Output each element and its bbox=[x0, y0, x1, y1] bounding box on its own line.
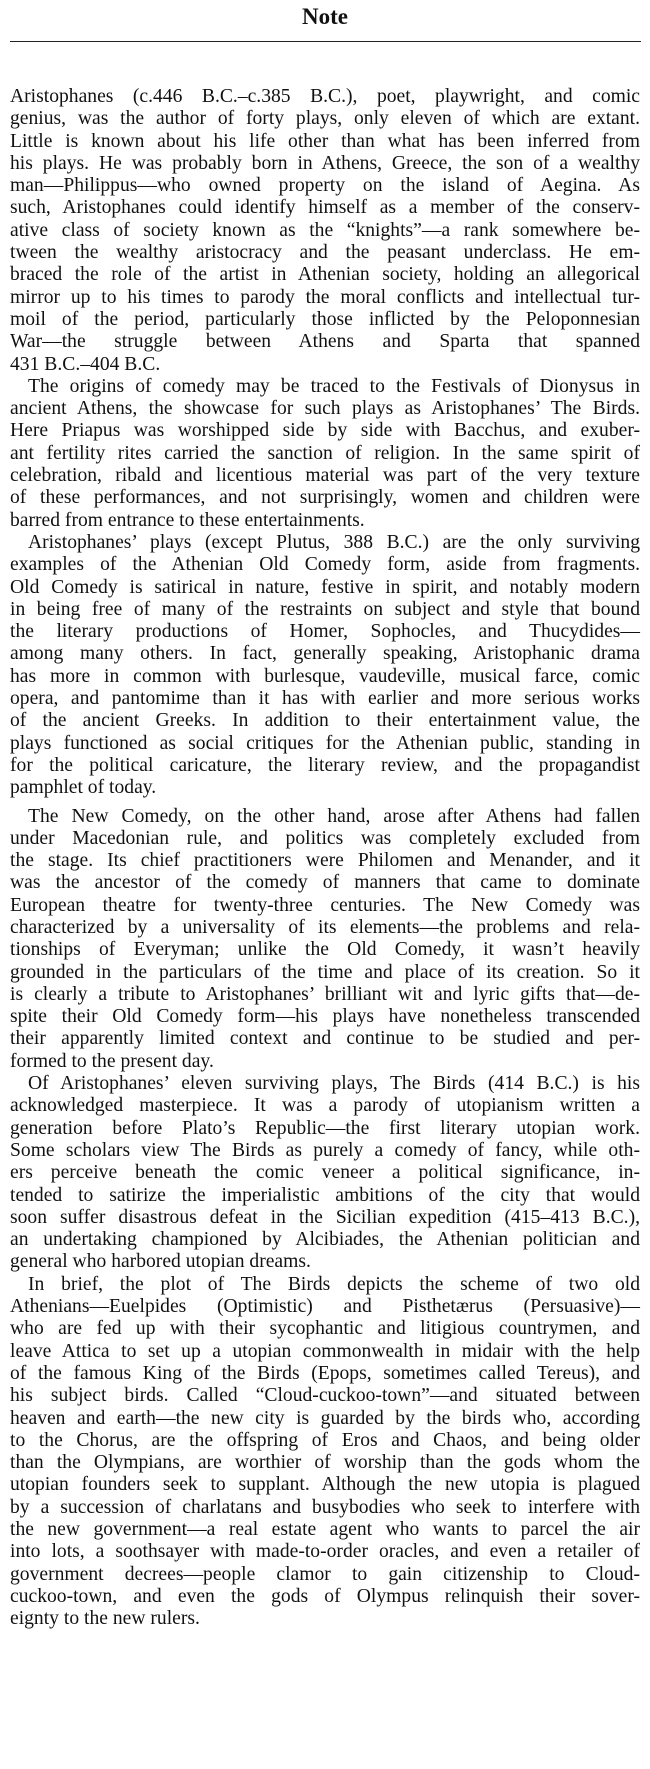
text-line: acknowledged masterpiece. It was a parody of utopianism written a bbox=[10, 1095, 640, 1117]
text-line: 431 B.C.–404 B.C. bbox=[10, 353, 161, 375]
text-line: his subject birds. Called “Cloud-cuckoo-town”—and situated between bbox=[10, 1385, 640, 1407]
page-title: Note bbox=[302, 4, 348, 29]
text-line: Aristophanes’ plays (except Plutus, 388 B.C.) are the only surviving bbox=[28, 531, 640, 553]
text-line: his plays. He was probably born in Athens, Greece, the son of a wealthy bbox=[10, 152, 640, 174]
text-line: in being free of many of the restraints on subject and style that bound bbox=[10, 598, 640, 620]
text-line: the new government—a real estate agent who wants to parcel the air bbox=[10, 1519, 640, 1540]
text-line: an undertaking championed by Alcibiades, the Athenian politician and bbox=[10, 1229, 640, 1251]
text-line: such, Aristophanes could identify himself as a member of the conserv- bbox=[10, 197, 640, 219]
text-line: among many others. In fact, generally speaking, Aristophanic drama bbox=[10, 643, 640, 665]
text-line: general who harbored utopian dreams. bbox=[10, 1251, 311, 1273]
text-line: for the political caricature, the literary review, and the propagandist bbox=[10, 754, 640, 776]
text-line: leave Attica to set up a utopian commonwealth in midair with the help bbox=[10, 1340, 640, 1362]
text-line: The New Comedy, on the other hand, arose after Athens had fallen bbox=[28, 805, 640, 827]
text-line: who are fed up with their sycophantic and litigious countrymen, and bbox=[10, 1318, 640, 1340]
text-line: Aristophanes (c.446 B.C.–c.385 B.C.), poet, playwright, and comic bbox=[10, 86, 640, 107]
text-line: plays functioned as social critiques for the Athenian public, standing in bbox=[10, 732, 640, 754]
text-line: War—the struggle between Athens and Sparta that spanned bbox=[10, 331, 640, 353]
text-line: utopian founders seek to supplant. Although the new utopia is plagued bbox=[10, 1474, 640, 1496]
text-line: characterized by a universality of its elements—the problems and rela- bbox=[10, 916, 640, 938]
title-rule bbox=[10, 41, 641, 42]
text-line: has more in common with burlesque, vaudeville, musical farce, comic bbox=[10, 665, 640, 687]
text-line: Old Comedy is satirical in nature, festive in spirit, and notably modern bbox=[10, 576, 640, 598]
text-line: Here Priapus was worshipped side by side with Bacchus, and exuber- bbox=[10, 420, 640, 442]
text-line: spite their Old Comedy form—his plays have nonetheless transcended bbox=[10, 1006, 640, 1028]
text-line: Athenians—Euelpides (Optimistic) and Pisthetærus (Persuasive)— bbox=[10, 1296, 640, 1318]
paragraph-biography bbox=[10, 86, 640, 376]
text-line: ers perceive beneath the comic veneer a political significance, in- bbox=[10, 1162, 640, 1184]
text-line: examples of the Athenian Old Comedy form, aside from fragments. bbox=[10, 554, 640, 576]
text-line: the stage. Its chief practitioners were Philomen and Menander, and it bbox=[10, 850, 640, 872]
text-line: celebration, ribald and licentious material was part of the very texture bbox=[10, 465, 640, 487]
text-line: formed to the present day. bbox=[10, 1050, 214, 1072]
text-line: mirror up to his times to parody the moral conflicts and intellectual tur- bbox=[10, 286, 640, 308]
paragraph-origins-of-comedy bbox=[10, 376, 640, 532]
text-line: of the famous King of the Birds (Epops, sometimes called Tereus), and bbox=[10, 1362, 640, 1384]
note-body bbox=[10, 86, 640, 1630]
text-line: is clearly a tribute to Aristophanes’ brilliant wit and lyric gifts that—de- bbox=[10, 983, 640, 1005]
paragraph-new-comedy bbox=[10, 806, 640, 1074]
text-line: generation before Plato’s Republic—the first literary utopian work. bbox=[10, 1117, 640, 1139]
text-line: soon suffer disastrous defeat in the Sicilian expedition (415–413 B.C.), bbox=[10, 1206, 640, 1228]
text-line: opera, and pantomime than it has with earlier and more serious works bbox=[10, 688, 640, 710]
text-line: ancient Athens, the showcase for such plays as Aristophanes’ The Birds. bbox=[10, 398, 640, 420]
text-line: European theatre for twenty-three centuries. The New Comedy was bbox=[10, 894, 640, 916]
text-line: ative class of society known as the “knights”—a rank somewhere be- bbox=[10, 219, 640, 241]
text-line: under Macedonian rule, and politics was completely excluded from bbox=[10, 827, 640, 849]
text-line: Some scholars view The Birds as purely a comedy of fancy, while oth- bbox=[10, 1139, 640, 1161]
text-line: Of Aristophanes’ eleven surviving plays, The Birds (414 B.C.) is his bbox=[28, 1073, 640, 1095]
text-line: to the Chorus, are the offspring of Eros and Chaos, and being older bbox=[10, 1429, 640, 1451]
text-line: genius, was the author of forty plays, only eleven of which are extant. bbox=[10, 108, 640, 130]
text-line: by a succession of charlatans and busybodies who seek to interfere with bbox=[10, 1496, 640, 1518]
text-line: In brief, the plot of The Birds depicts the scheme of two old bbox=[28, 1273, 640, 1295]
text-line: The origins of comedy may be traced to the Festivals of Dionysus in bbox=[28, 375, 640, 397]
text-line: tween the wealthy aristocracy and the peasant underclass. He em- bbox=[10, 242, 640, 264]
text-line: grounded in the particulars of the time and place of its creation. So it bbox=[10, 961, 640, 983]
text-line: heaven and earth—the new city is guarded by the birds who, according bbox=[10, 1407, 640, 1429]
text-line: their apparently limited context and continue to be studied and per- bbox=[10, 1028, 640, 1050]
text-line: than the Olympians, are worthier of worship than the gods whom the bbox=[10, 1452, 640, 1474]
text-line: Little is known about his life other than what has been inferred from bbox=[10, 130, 640, 152]
text-line: cuckoo-town, and even the gods of Olympus relinquish their sover- bbox=[10, 1585, 640, 1607]
text-line: barred from entrance to these entertainments. bbox=[10, 509, 365, 531]
text-line: was the ancestor of the comedy of manners that came to dominate bbox=[10, 872, 640, 894]
text-line: ant fertility rites carried the sanction of religion. In the same spirit of bbox=[10, 442, 640, 464]
paragraph-plot bbox=[10, 1274, 640, 1631]
text-line: tended to satirize the imperialistic ambitions of the city that would bbox=[10, 1184, 640, 1206]
text-line: into lots, a soothsayer with made-to-order oracles, and even a retailer of bbox=[10, 1541, 640, 1563]
text-line: eignty to the new rulers. bbox=[10, 1608, 200, 1630]
text-line: of these performances, and not surprisingly, women and children were bbox=[10, 487, 640, 509]
text-line: of the ancient Greeks. In addition to their entertainment value, the bbox=[10, 710, 640, 732]
paragraph-old-comedy bbox=[10, 532, 640, 800]
text-line: government decrees—people clamor to gain citizenship to Cloud- bbox=[10, 1563, 640, 1585]
text-line: the literary productions of Homer, Sophocles, and Thucydides— bbox=[10, 621, 640, 643]
text-line: braced the role of the artist in Athenian society, holding an allegorical bbox=[10, 264, 640, 286]
text-line: pamphlet of today. bbox=[10, 777, 157, 799]
text-line: tionships of Everyman; unlike the Old Comedy, it wasn’t heavily bbox=[10, 939, 640, 961]
paragraph-the-birds bbox=[10, 1073, 640, 1274]
text-line: moil of the period, particularly those inflicted by the Peloponnesian bbox=[10, 308, 640, 330]
text-line: man—Philippus—who owned property on the island of Aegina. As bbox=[10, 175, 640, 197]
